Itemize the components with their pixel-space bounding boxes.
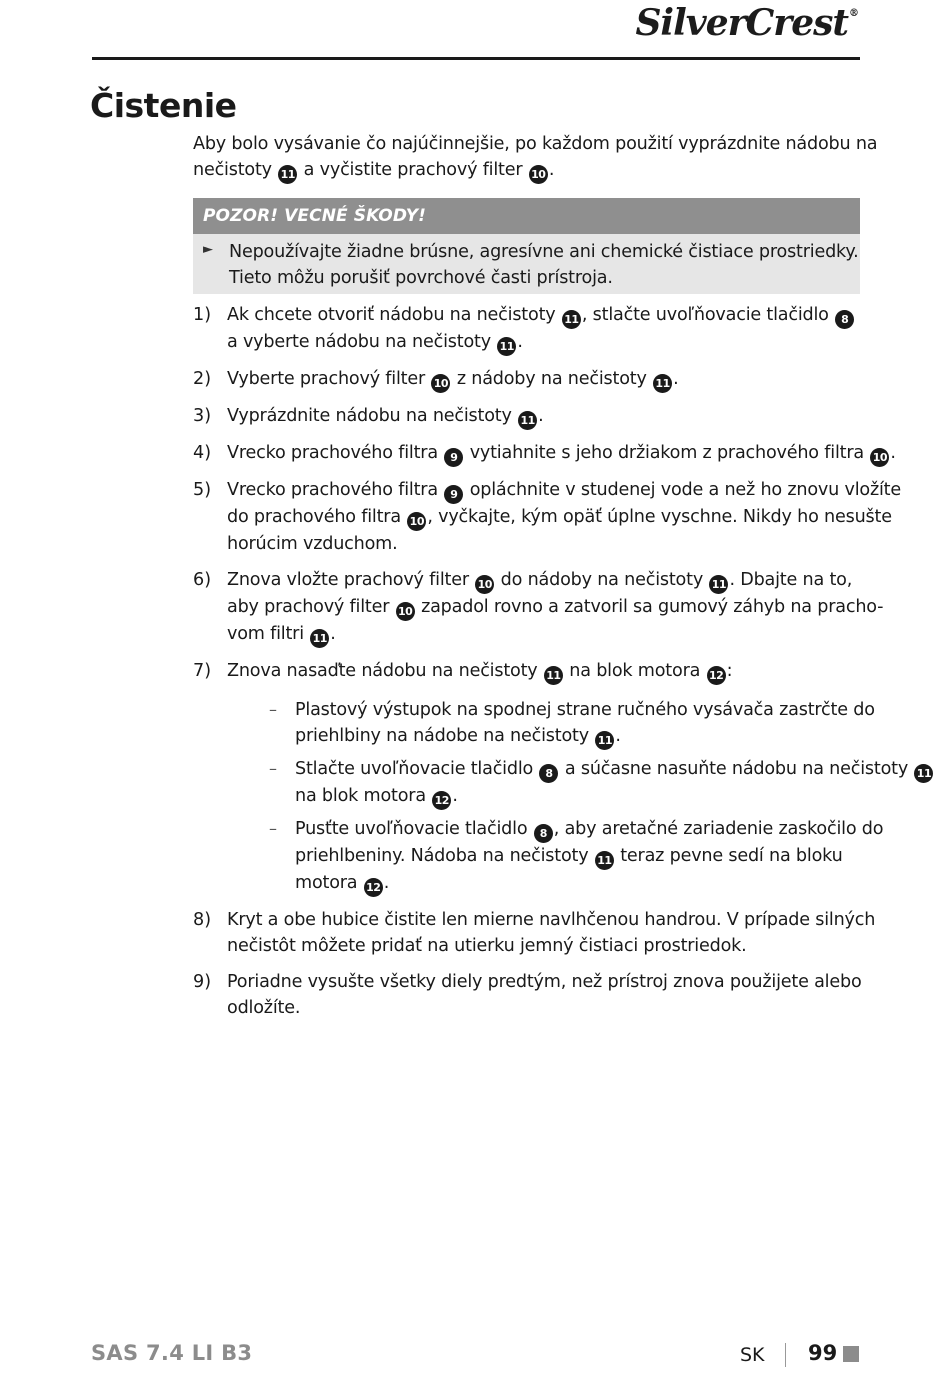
text-run: a súčasne nasuňte nádobu na nečistoty <box>559 759 914 779</box>
text-run: Pusťte uvoľňovacie tlačidlo <box>295 819 533 839</box>
text-run: teraz pevne sedí na bloku <box>614 846 843 866</box>
text-line <box>193 157 863 184</box>
text-line <box>295 756 934 783</box>
part-number-badge: 9 <box>444 485 463 504</box>
text-line <box>229 265 860 291</box>
step-item <box>193 658 932 897</box>
text-line <box>193 131 878 157</box>
part-number-badge: 11 <box>595 731 614 750</box>
warning-body <box>193 234 860 294</box>
text-run: nečistoty <box>193 160 278 180</box>
text-line <box>227 504 901 531</box>
page-number: 99 <box>808 1341 838 1365</box>
sub-step-text <box>295 697 934 750</box>
text-line <box>295 843 934 870</box>
part-number-badge: 10 <box>529 165 548 184</box>
text-line <box>295 723 934 750</box>
text-run: Vrecko prachového filtra <box>227 480 444 500</box>
step-number: 9) <box>193 972 212 992</box>
text-run: . <box>548 160 555 180</box>
step-text <box>227 907 875 959</box>
text-run: Znova nasaďte nádobu na nečistoty <box>227 661 543 681</box>
part-number-badge: 11 <box>562 310 581 329</box>
step-number: 7) <box>193 661 212 681</box>
step-text <box>227 567 883 648</box>
text-line <box>227 403 863 430</box>
text-line <box>227 933 875 959</box>
text-line <box>227 366 863 393</box>
text-line <box>295 870 934 897</box>
warning-box <box>193 198 860 294</box>
text-run: Znova vložte prachový filter <box>227 570 475 590</box>
text-run: Kryt a obe hubice čistite len mierne navlhčenou handrou. V prípade silných <box>227 910 876 930</box>
part-number-badge: 11 <box>497 337 516 356</box>
footer-language: SK <box>740 1344 765 1366</box>
text-run: aby prachový filter <box>227 597 395 617</box>
text-run: Nepoužívajte žiadne brúsne, agresívne ani chemické čistiace prostriedky. <box>229 242 859 262</box>
step-number: 8) <box>193 910 212 930</box>
text-line <box>227 440 896 467</box>
sub-step-text <box>295 756 934 810</box>
text-run: a vyberte nádobu na nečistoty <box>227 332 497 352</box>
step-number: 6) <box>193 570 212 590</box>
text-run: horúcim vzduchom. <box>227 534 398 554</box>
step-item <box>193 477 901 557</box>
step-number: 5) <box>193 480 212 500</box>
part-number-badge: 8 <box>539 764 558 783</box>
sub-steps <box>261 697 934 897</box>
part-number-badge: 12 <box>364 878 383 897</box>
text-run: . <box>615 726 621 746</box>
warning-text <box>229 239 860 291</box>
text-run: odložíte. <box>227 998 301 1018</box>
part-number-badge: 11 <box>653 374 672 393</box>
step-item <box>193 366 863 393</box>
text-run: Plastový výstupok na spodnej strane ručného vysávača zastrčte do <box>295 700 875 720</box>
part-number-badge: 11 <box>709 575 728 594</box>
sub-step-dash: – <box>269 759 277 778</box>
sub-step-item <box>261 816 934 897</box>
text-run: . Dbajte na to, <box>729 570 853 590</box>
text-run: . <box>673 369 679 389</box>
bullet-arrow-icon: ► <box>203 242 213 257</box>
part-number-badge: 10 <box>396 602 415 621</box>
part-number-badge: 11 <box>310 629 329 648</box>
text-line <box>227 658 934 685</box>
step-text <box>227 302 863 356</box>
part-number-badge: 11 <box>914 764 933 783</box>
step-item <box>193 969 863 1021</box>
text-run: vom filtri <box>227 624 310 644</box>
text-line <box>227 907 875 933</box>
text-line <box>229 239 860 265</box>
text-run: na blok motora <box>563 661 706 681</box>
steps-list <box>193 302 932 1021</box>
step-item <box>193 302 863 356</box>
text-run: vytiahnite s jeho držiakom z prachového filtra <box>464 443 870 463</box>
step-number: 2) <box>193 369 212 389</box>
step-item <box>193 907 876 959</box>
footer-divider <box>785 1343 786 1367</box>
text-run: , vyčkajte, kým opäť úplne vyschne. Nikdy ho nesušte <box>427 507 892 527</box>
sub-step-text <box>295 816 934 897</box>
step-text <box>227 440 896 467</box>
step-number: 4) <box>193 443 212 463</box>
step-number: 1) <box>193 305 212 325</box>
text-line <box>227 531 901 557</box>
part-number-badge: 10 <box>407 512 426 531</box>
sub-step-dash: – <box>269 819 277 838</box>
text-run: do nádoby na nečistoty <box>495 570 709 590</box>
part-number-badge: 12 <box>707 666 726 685</box>
text-run: Ak chcete otvoriť nádobu na nečistoty <box>227 305 561 325</box>
step-item <box>193 440 896 467</box>
text-run: Vyberte prachový filter <box>227 369 431 389</box>
page-title: Čistenie <box>90 86 237 125</box>
text-run: opláchnite v studenej vode a než ho znovu vložíte <box>464 480 901 500</box>
step-text <box>227 658 934 897</box>
registered-mark: ® <box>849 8 858 19</box>
text-run: . <box>383 873 390 893</box>
brand-name: SilverCrest <box>635 2 848 44</box>
text-run: Stlačte uvoľňovacie tlačidlo <box>295 759 539 779</box>
text-run: Vyprázdnite nádobu na nečistoty <box>227 406 518 426</box>
text-line <box>295 697 934 723</box>
step-text <box>227 403 863 430</box>
part-number-badge: 12 <box>432 791 451 810</box>
step-number: 3) <box>193 406 212 426</box>
part-number-badge: 8 <box>534 824 553 843</box>
content <box>193 131 932 1021</box>
step-text <box>227 969 863 1021</box>
text-line <box>227 969 863 995</box>
text-line <box>227 995 863 1021</box>
text-run: Vrecko prachového filtra <box>227 443 444 463</box>
text-run: a vyčistite prachový filter <box>298 160 528 180</box>
part-number-badge: 9 <box>444 448 463 467</box>
text-line <box>227 594 883 621</box>
text-run: : <box>726 661 733 681</box>
text-run: , stlačte uvoľňovacie tlačidlo <box>581 305 835 325</box>
text-run: Tieto môžu porušiť povrchové časti prístroja. <box>229 268 613 288</box>
text-run: Aby bolo vysávanie čo najúčinnejšie, po každom použití vyprázdnite nádobu na <box>193 134 878 154</box>
text-run: motora <box>295 873 363 893</box>
footer-model: SAS 7.4 LI B3 <box>91 1341 253 1365</box>
text-run: z nádoby na nečistoty <box>451 369 653 389</box>
part-number-badge: 8 <box>835 310 854 329</box>
part-number-badge: 11 <box>518 411 537 430</box>
text-run: . <box>517 332 523 352</box>
text-run: priehlbiny na nádobe na nečistoty <box>295 726 595 746</box>
text-run: nečistôt môžete pridať na utierku jemný čistiaci prostriedok. <box>227 936 747 956</box>
text-run: . <box>452 786 458 806</box>
text-run: priehlbeniny. Nádoba na nečistoty <box>295 846 594 866</box>
part-number-badge: 11 <box>595 851 614 870</box>
intro-paragraph <box>193 131 878 184</box>
text-line <box>227 329 863 356</box>
sub-step-item <box>261 697 934 750</box>
text-line <box>227 567 883 594</box>
text-line <box>227 302 863 329</box>
text-line <box>295 816 934 843</box>
step-text <box>227 366 863 393</box>
text-run: Poriadne vysušte všetky diely predtým, než prístroj znova použijete alebo <box>227 972 862 992</box>
text-run: . <box>330 624 336 644</box>
warning-heading: POZOR! VECNÉ ŠKODY! <box>193 198 860 234</box>
brand-logo <box>635 2 858 44</box>
footer-square-mark <box>843 1346 859 1362</box>
text-line <box>295 783 934 810</box>
text-line <box>227 621 883 648</box>
text-run: na blok motora <box>295 786 432 806</box>
part-number-badge: 10 <box>475 575 494 594</box>
text-run: do prachového filtra <box>227 507 407 527</box>
step-text <box>227 477 901 557</box>
sub-step-item <box>261 756 934 810</box>
text-run: . <box>538 406 544 426</box>
part-number-badge: 11 <box>278 165 297 184</box>
sub-step-dash: – <box>269 700 277 719</box>
text-run: , aby aretačné zariadenie zaskočilo do <box>553 819 884 839</box>
part-number-badge: 11 <box>544 666 563 685</box>
text-line <box>227 477 901 504</box>
header-rule <box>92 57 860 60</box>
part-number-badge: 10 <box>431 374 450 393</box>
text-run: . <box>890 443 896 463</box>
part-number-badge: 10 <box>870 448 889 467</box>
step-item <box>193 567 884 648</box>
step-item <box>193 403 863 430</box>
text-run: zapadol rovno a zatvoril sa gumový záhyb na pracho- <box>415 597 884 617</box>
